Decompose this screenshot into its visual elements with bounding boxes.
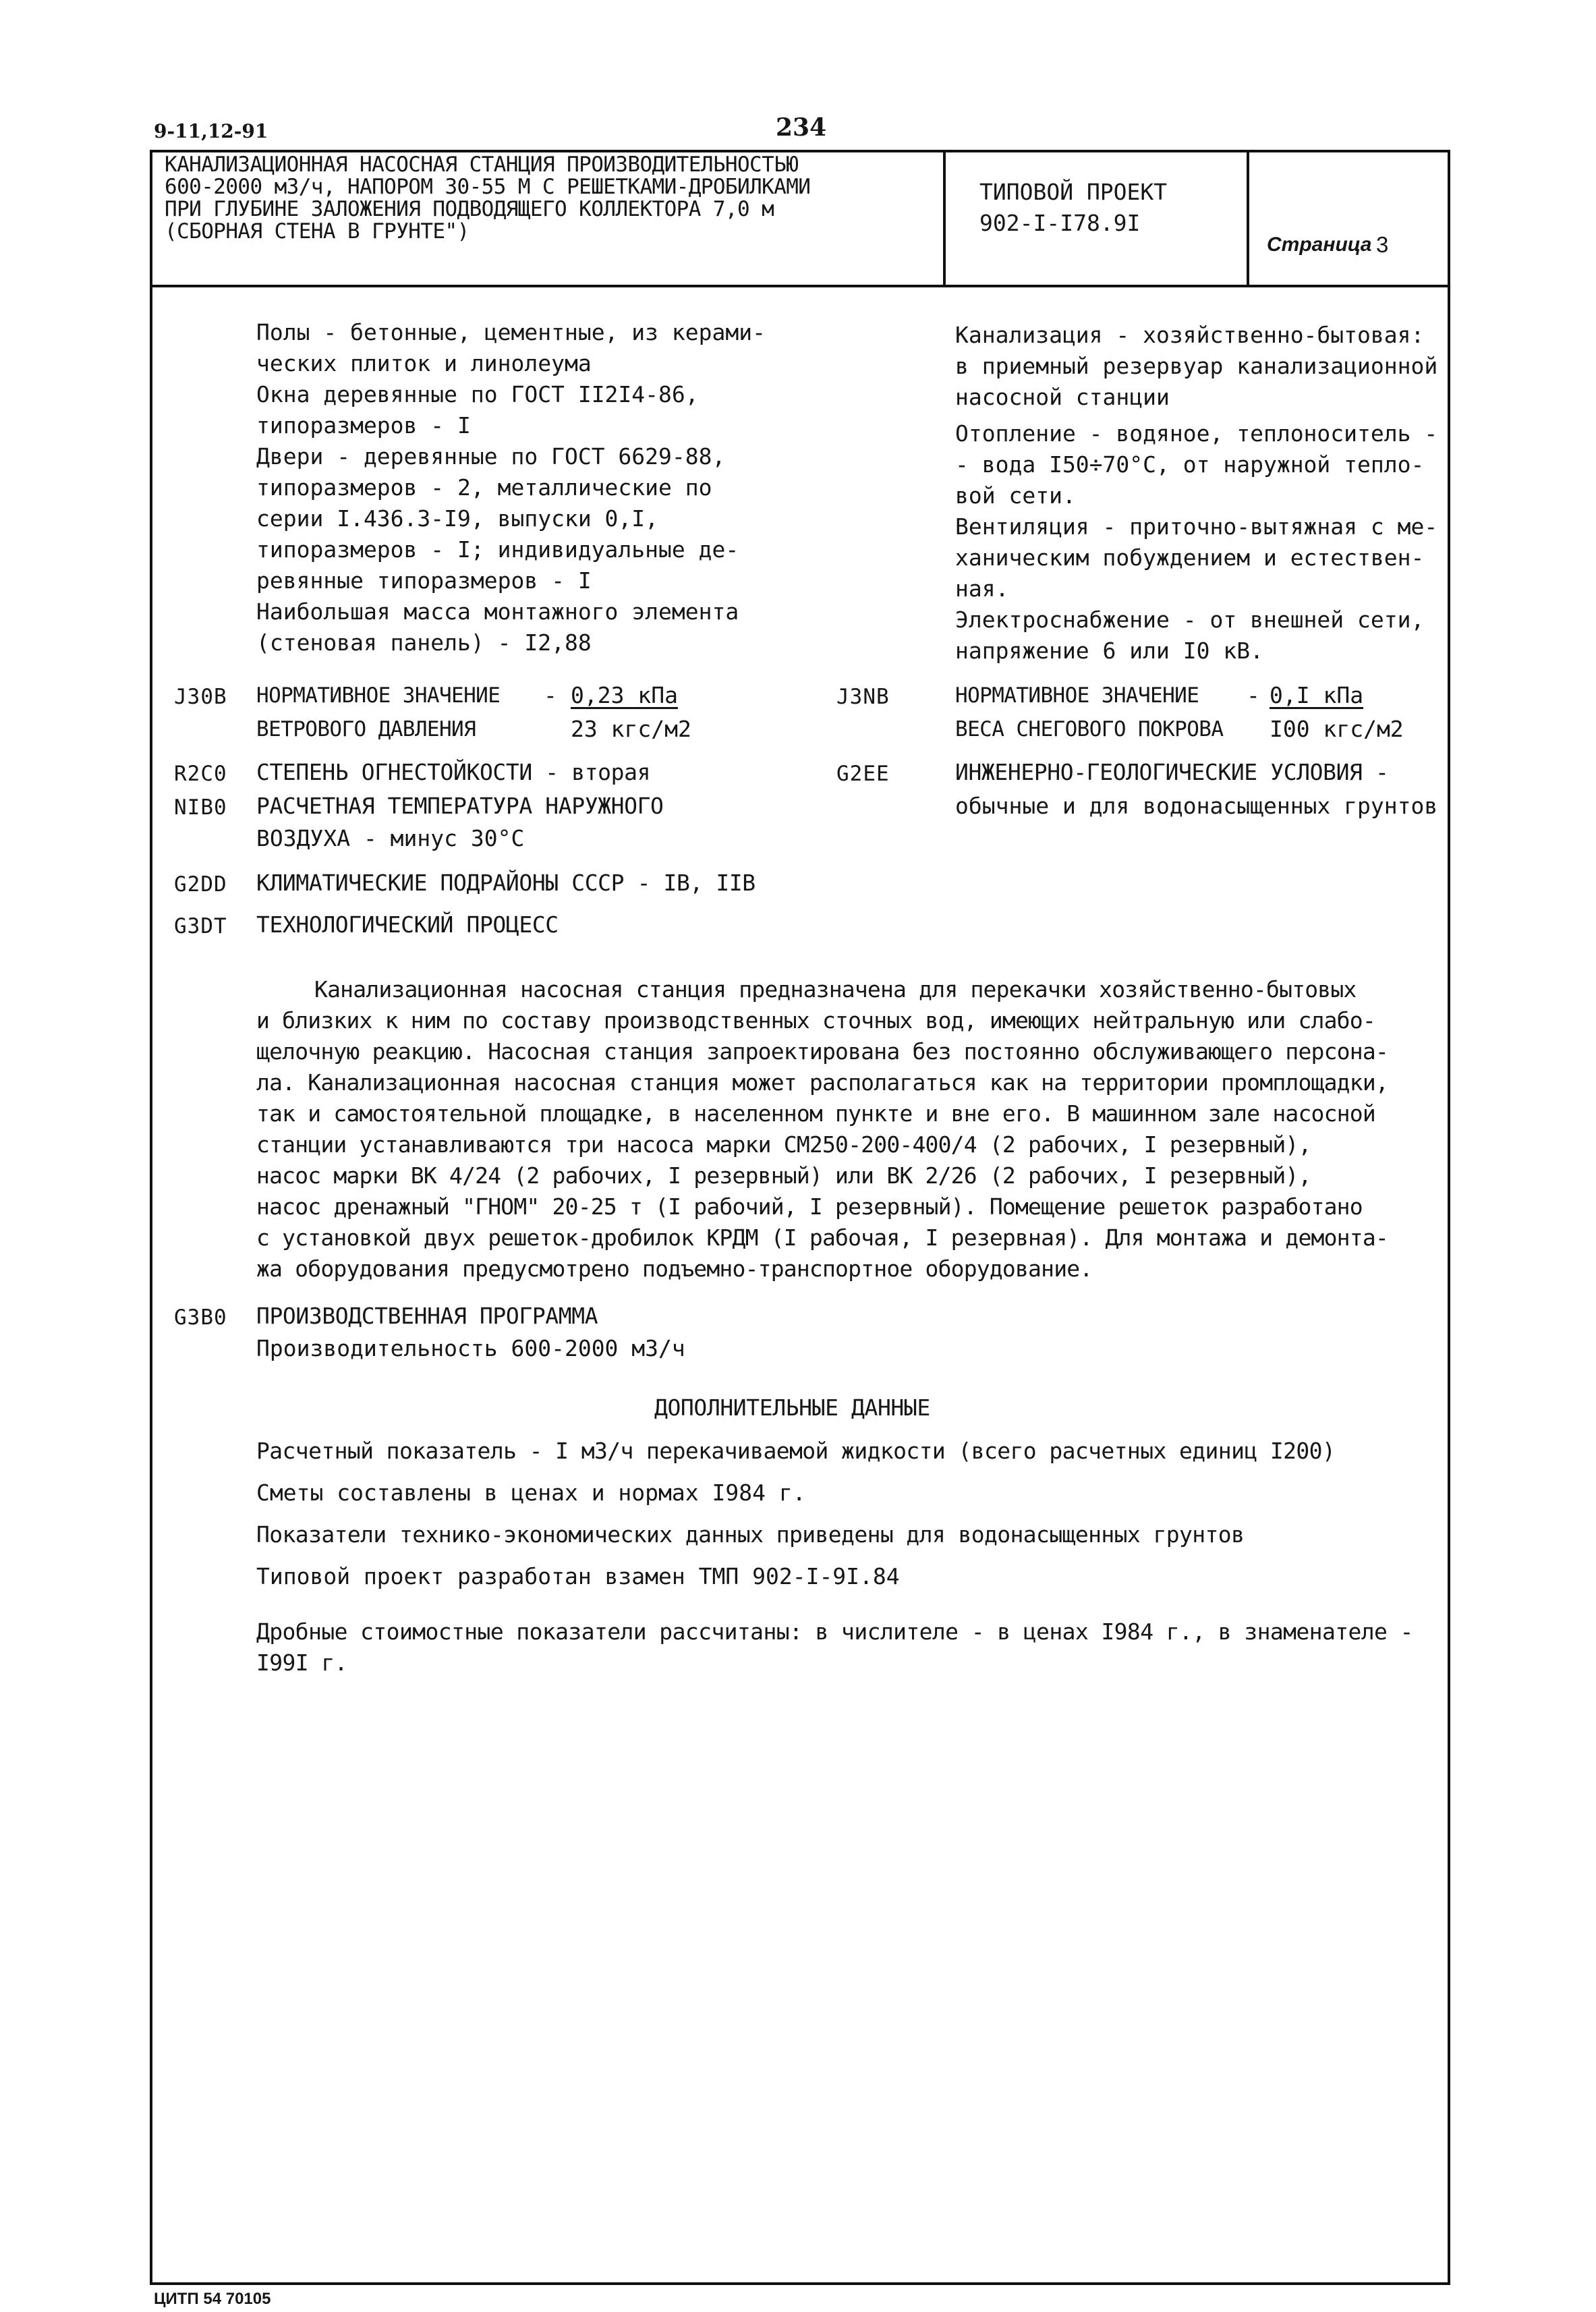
process-line: так и самостоятельной площадке, в населенном пункте и вне его. В машинном зале насосной: [256, 1100, 1375, 1127]
header-title-line: (СБОРНАЯ СТЕНА В ГРУНТЕ"): [165, 219, 469, 244]
services-line: Канализация - хозяйственно-бытовая:: [955, 322, 1425, 348]
services-column: [955, 320, 1437, 667]
additional-note: [256, 1616, 1413, 1679]
services-line: Вентиляция - приточно-вытяжная с ме-: [955, 513, 1438, 540]
materials-line: Наибольшая масса монтажного элемента: [256, 598, 739, 625]
tech-title: ТЕХНОЛОГИЧЕСКИЙ ПРОЦЕСС: [256, 911, 559, 938]
materials-line: ревянные типоразмеров - I: [256, 567, 592, 594]
services-line: ная.: [955, 575, 1009, 602]
additional-heading: ДОПОЛНИТЕЛЬНЫЕ ДАННЫЕ: [654, 1394, 930, 1421]
project-number: 902-I-I78.9I: [979, 210, 1141, 236]
services-line: - вода I50÷70°С, от наружной тепло-: [955, 451, 1425, 478]
fire-code: R2C0: [174, 762, 227, 786]
services-line: вой сети.: [955, 482, 1076, 509]
services-line: Электроснабжение - от внешней сети,: [955, 607, 1425, 633]
series-code: 9-11,12-91: [154, 120, 268, 142]
header-divider-1: [943, 150, 946, 286]
wind-value-kpa: 0,23 кПа: [571, 682, 678, 708]
process-line: жа оборудования предусмотрено подъемно-транспортное оборудование.: [256, 1256, 1093, 1282]
services-line: Отопление - водяное, теплоноситель -: [955, 420, 1438, 447]
additional-item: Типовой проект разработан взамен ТМП 902-I-9I.84: [256, 1563, 900, 1589]
process-line: станции устанавливаются три насоса марки СМ250-200-400/4 (2 рабочих, I резервный),: [256, 1131, 1311, 1158]
project-label: ТИПОВОЙ ПРОЕКТ: [979, 179, 1168, 205]
sheet-number: 234: [776, 113, 827, 142]
services-line: насосной станции: [955, 384, 1170, 410]
wind-dash: -: [544, 682, 557, 708]
header-title-line: 600-2000 м3/ч, НАПОРОМ 30-55 М С РЕШЕТКАМИ-ДРОБИЛКАМИ: [165, 175, 811, 199]
geo-line-1: ИНЖЕНЕРНО-ГЕОЛОГИЧЕСКИЕ УСЛОВИЯ -: [955, 759, 1389, 785]
materials-line: Двери - деревянные по ГОСТ 6629-88,: [256, 443, 726, 470]
program-text: Производительность 600-2000 м3/ч: [256, 1335, 685, 1361]
wind-label: НОРМАТИВНОЕ ЗНАЧЕНИЕ: [256, 683, 501, 708]
materials-line: (стеновая панель) - I2,88: [256, 629, 592, 656]
materials-line: типоразмеров - I: [256, 412, 471, 439]
program-code: G3B0: [174, 1305, 227, 1330]
materials-line: ческих плиток и линолеума: [256, 350, 592, 376]
services-line: в приемный резервуар канализационной: [955, 353, 1438, 379]
wind-label-2: ВЕТРОВОГО ДАВЛЕНИЯ: [256, 717, 476, 741]
page-number: 3: [1376, 232, 1389, 257]
process-line: Канализационная насосная станция предназначена для перекачки хозяйственно-бытовых: [314, 976, 1357, 1003]
additional-note-line: Дробные стоимостные показатели рассчитаны: в числителе - в ценах I984 г., в знаменателе -: [256, 1618, 1413, 1645]
services-line: ханическим побуждением и естествен-: [955, 544, 1425, 571]
process-line: насос марки ВК 4/24 (2 рабочих, I резервный) или ВК 2/26 (2 рабочих, I резервный),: [256, 1162, 1311, 1189]
page-label: Страница: [1267, 233, 1372, 256]
process-line: ла. Канализационная насосная станция может располагаться как на территории промплощадки,: [256, 1069, 1388, 1096]
geo-line-2: обычные и для водонасыщенных грунтов: [955, 793, 1438, 819]
climate-text: КЛИМАТИЧЕСКИЕ ПОДРАЙОНЫ СССР - IВ, IIВ: [256, 870, 756, 896]
process-line: насос дренажный "ГНОМ" 20-25 т (I рабочий, I резервный). Помещение решеток разработано: [256, 1193, 1363, 1220]
process-line: щелочную реакцию. Насосная станция запроектирована без постоянно обслуживающего персона-: [256, 1038, 1388, 1065]
tech-code: G3DT: [174, 914, 227, 938]
header-title: [165, 154, 810, 243]
materials-line: Окна деревянные по ГОСТ II2I4-86,: [256, 381, 699, 407]
geo-code: G2EE: [836, 762, 890, 786]
materials-line: типоразмеров - 2, металлические по: [256, 474, 712, 501]
snow-value-kgs: I00 кгс/м2: [1270, 716, 1404, 742]
snow-label: НОРМАТИВНОЕ ЗНАЧЕНИЕ: [955, 683, 1199, 708]
snow-label-2: ВЕСА СНЕГОВОГО ПОКРОВА: [955, 717, 1224, 741]
header-divider-2: [1247, 150, 1249, 286]
materials-column: [256, 317, 766, 658]
additional-item: Расчетный показатель - I м3/ч перекачиваемой жидкости (всего расчетных единиц I200): [256, 1438, 1336, 1464]
snow-code: J3NB: [836, 685, 890, 709]
additional-item: Показатели технико-экономических данных приведены для водонасыщенных грунтов: [256, 1521, 1245, 1548]
materials-line: Полы - бетонные, цементные, из керами-: [256, 319, 766, 345]
wind-code: J30B: [174, 685, 227, 709]
materials-line: типоразмеров - I; индивидуальные де-: [256, 536, 739, 563]
services-line: напряжение 6 или I0 кВ.: [955, 638, 1263, 664]
temp-line-1: РАСЧЕТНАЯ ТЕМПЕРАТУРА НАРУЖНОГО: [256, 793, 664, 819]
snow-dash: -: [1247, 682, 1260, 708]
fire-text: СТЕПЕНЬ ОГНЕСТОЙКОСТИ - вторая: [256, 759, 651, 785]
materials-line: серии I.436.3-I9, выпуски 0,I,: [256, 505, 659, 532]
climate-code: G2DD: [174, 872, 227, 897]
publisher-stamp: ЦИТП 54 70105: [154, 2290, 271, 2308]
wind-value-kgs: 23 кгс/м2: [571, 716, 691, 742]
header-bottom-line: [150, 285, 1450, 287]
temp-code: NIB0: [174, 795, 227, 820]
additional-note-line: I99I г.: [256, 1650, 347, 1676]
temp-line-2: ВОЗДУХА - минус 30°С: [256, 825, 525, 851]
additional-item: Сметы составлены в ценах и нормах I984 г.: [256, 1479, 806, 1506]
process-line: с установкой двух решеток-дробилок КРДМ (I рабочая, I резервная). Для монтажа и демонта-: [256, 1224, 1388, 1251]
process-description: [256, 974, 1388, 1285]
process-line: и близких к ним по составу производственных сточных вод, имеющих нейтральную или слабо-: [256, 1007, 1375, 1034]
snow-value-kpa: 0,I кПа: [1270, 682, 1364, 708]
program-title: ПРОИЗВОДСТВЕННАЯ ПРОГРАММА: [256, 1303, 598, 1329]
header-title-line: ПРИ ГЛУБИНЕ ЗАЛОЖЕНИЯ ПОДВОДЯЩЕГО КОЛЛЕКТОРА 7,0 м: [165, 197, 774, 221]
header-title-line: КАНАЛИЗАЦИОННАЯ НАСОСНАЯ СТАНЦИЯ ПРОИЗВОДИТЕЛЬНОСТЬЮ: [165, 152, 799, 177]
